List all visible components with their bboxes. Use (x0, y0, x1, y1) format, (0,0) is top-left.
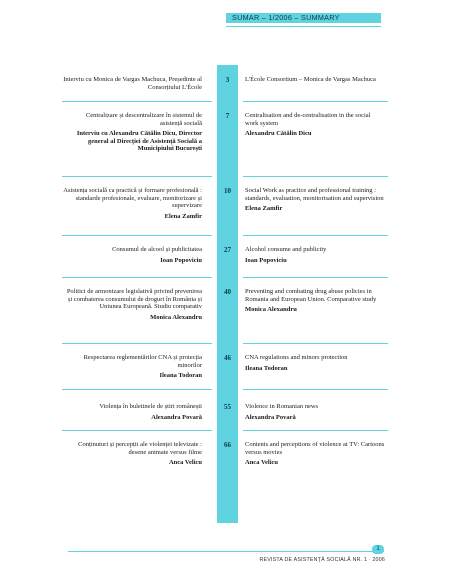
entry-title-ro: Respectarea reglementărilor CNA și protecția minorilor (83, 354, 202, 369)
entry-title-en: Preventing and combating drug abuse policies in Romania and European Union. Comparative study (245, 288, 377, 303)
toc-entry-en[interactable] (245, 288, 385, 314)
divider (62, 277, 212, 278)
toc-entry-ro[interactable] (62, 246, 202, 264)
divider (62, 389, 212, 390)
entry-page-number: 7 (225, 112, 230, 120)
entry-author-ro: Elena Zamfir (164, 212, 202, 220)
page-number-badge: 1 (372, 545, 384, 554)
entry-title-ro: Consumul de alcool și publicitatea (112, 246, 202, 253)
entry-author-en: Anca Velicu (245, 459, 279, 467)
entry-page-number: 40 (224, 288, 231, 296)
entry-page-number: 27 (224, 246, 231, 254)
toc-entry-en[interactable] (245, 246, 385, 264)
divider (243, 430, 388, 431)
entry-title-ro: Conținuturi și percepții ale violenței televizate : desene animate versus filme (78, 441, 202, 456)
entry-title-ro: Politici de armonizare legislativă privind prevenirea și combaterea consumului de droguri în România și Uniunea Europeană. Studiu comparativ (66, 288, 202, 311)
entry-title-en: Centralisation and de-centralisation in the social work system (245, 112, 371, 127)
entry-title-en: Contents and perceptions of violence at TV: Cartoons versus movies (245, 441, 385, 456)
entry-title-ro: Asistența socială ca practică și formare profesională : standarde profesionale, evaluare, monitorizare și supervizare (63, 187, 202, 210)
entry-author-en: Alexandru Cătălin Dicu (245, 130, 312, 138)
toc-entry-ro[interactable] (62, 112, 202, 153)
entry-page-number: 55 (224, 403, 231, 411)
toc-entry-en[interactable] (245, 112, 385, 138)
entry-author-ro: Anca Velicu (168, 459, 202, 467)
entry-author-en: Ileana Todoran (245, 364, 288, 372)
entry-page-number: 46 (224, 354, 231, 362)
entry-title-en: Social Work as practice and professional training : standards, evaluation, monitorisation and supervision (245, 187, 384, 202)
summary-header: SUMAR – 1/2006 – SUMMARY (226, 13, 381, 23)
entry-page-number: 66 (224, 441, 231, 449)
divider (62, 101, 212, 102)
divider (243, 277, 388, 278)
entry-author-ro: Ileana Todoran (159, 372, 202, 380)
toc-entry-en[interactable] (245, 403, 385, 421)
toc-entry-ro[interactable] (62, 187, 202, 220)
toc-entry-en[interactable] (245, 354, 385, 372)
entry-author-en: Monica Alexandru (245, 306, 297, 314)
divider (243, 101, 388, 102)
toc-entry-en[interactable] (245, 441, 385, 467)
entry-title-ro: Centralizare și descentralizare în sistemul de asistență socială (85, 112, 202, 127)
entry-title-ro: Violența în buletinele de știri românești (99, 403, 202, 410)
entry-page-number: 3 (225, 76, 230, 84)
entry-title-en: L'École Consortium – Monica de Vargas Machuca (245, 76, 376, 83)
entry-author-ro: Alexandra Povară (151, 413, 202, 421)
divider (243, 389, 388, 390)
entry-author-en: Ioan Popoviciu (245, 256, 287, 264)
footer-rule (68, 551, 384, 552)
entry-author-ro: Interviu cu Alexandru Cătălin Dicu, Director general al Direcției de Asistență Socială a Municipiului București (76, 130, 202, 153)
divider (62, 176, 212, 177)
entry-author-ro: Ioan Popoviciu (160, 256, 202, 264)
journal-footer: REVISTA DE ASISTENȚĂ SOCIALĂ NR. 1 · 2006 (259, 557, 385, 563)
toc-entry-ro[interactable] (62, 441, 202, 467)
entry-author-ro: Monica Alexandru (150, 313, 202, 321)
divider (243, 235, 388, 236)
toc-entry-en[interactable] (245, 187, 385, 213)
entry-page-number: 10 (224, 187, 231, 195)
entry-author-en: Elena Zamfir (245, 205, 283, 213)
divider (62, 430, 212, 431)
divider (243, 343, 388, 344)
toc-entry-ro[interactable] (62, 288, 202, 321)
entry-title-ro: Interviu cu Monica de Vargas Machuca, Președinte al Consorțiului L'École (63, 76, 202, 91)
entry-title-en: CNA regulations and minors protection (245, 354, 348, 361)
entry-title-en: Violence in Romanian news (245, 403, 319, 410)
toc-entry-en[interactable] (245, 76, 385, 84)
divider (62, 235, 212, 236)
entry-author-en: Alexandra Povară (245, 413, 296, 421)
toc-entry-ro[interactable] (62, 403, 202, 421)
entry-title-en: Alcohol consume and publicity (245, 246, 327, 253)
toc-entry-ro[interactable] (62, 76, 202, 91)
divider (243, 176, 388, 177)
divider (62, 343, 212, 344)
toc-entry-ro[interactable] (62, 354, 202, 380)
header-rule (226, 26, 381, 27)
